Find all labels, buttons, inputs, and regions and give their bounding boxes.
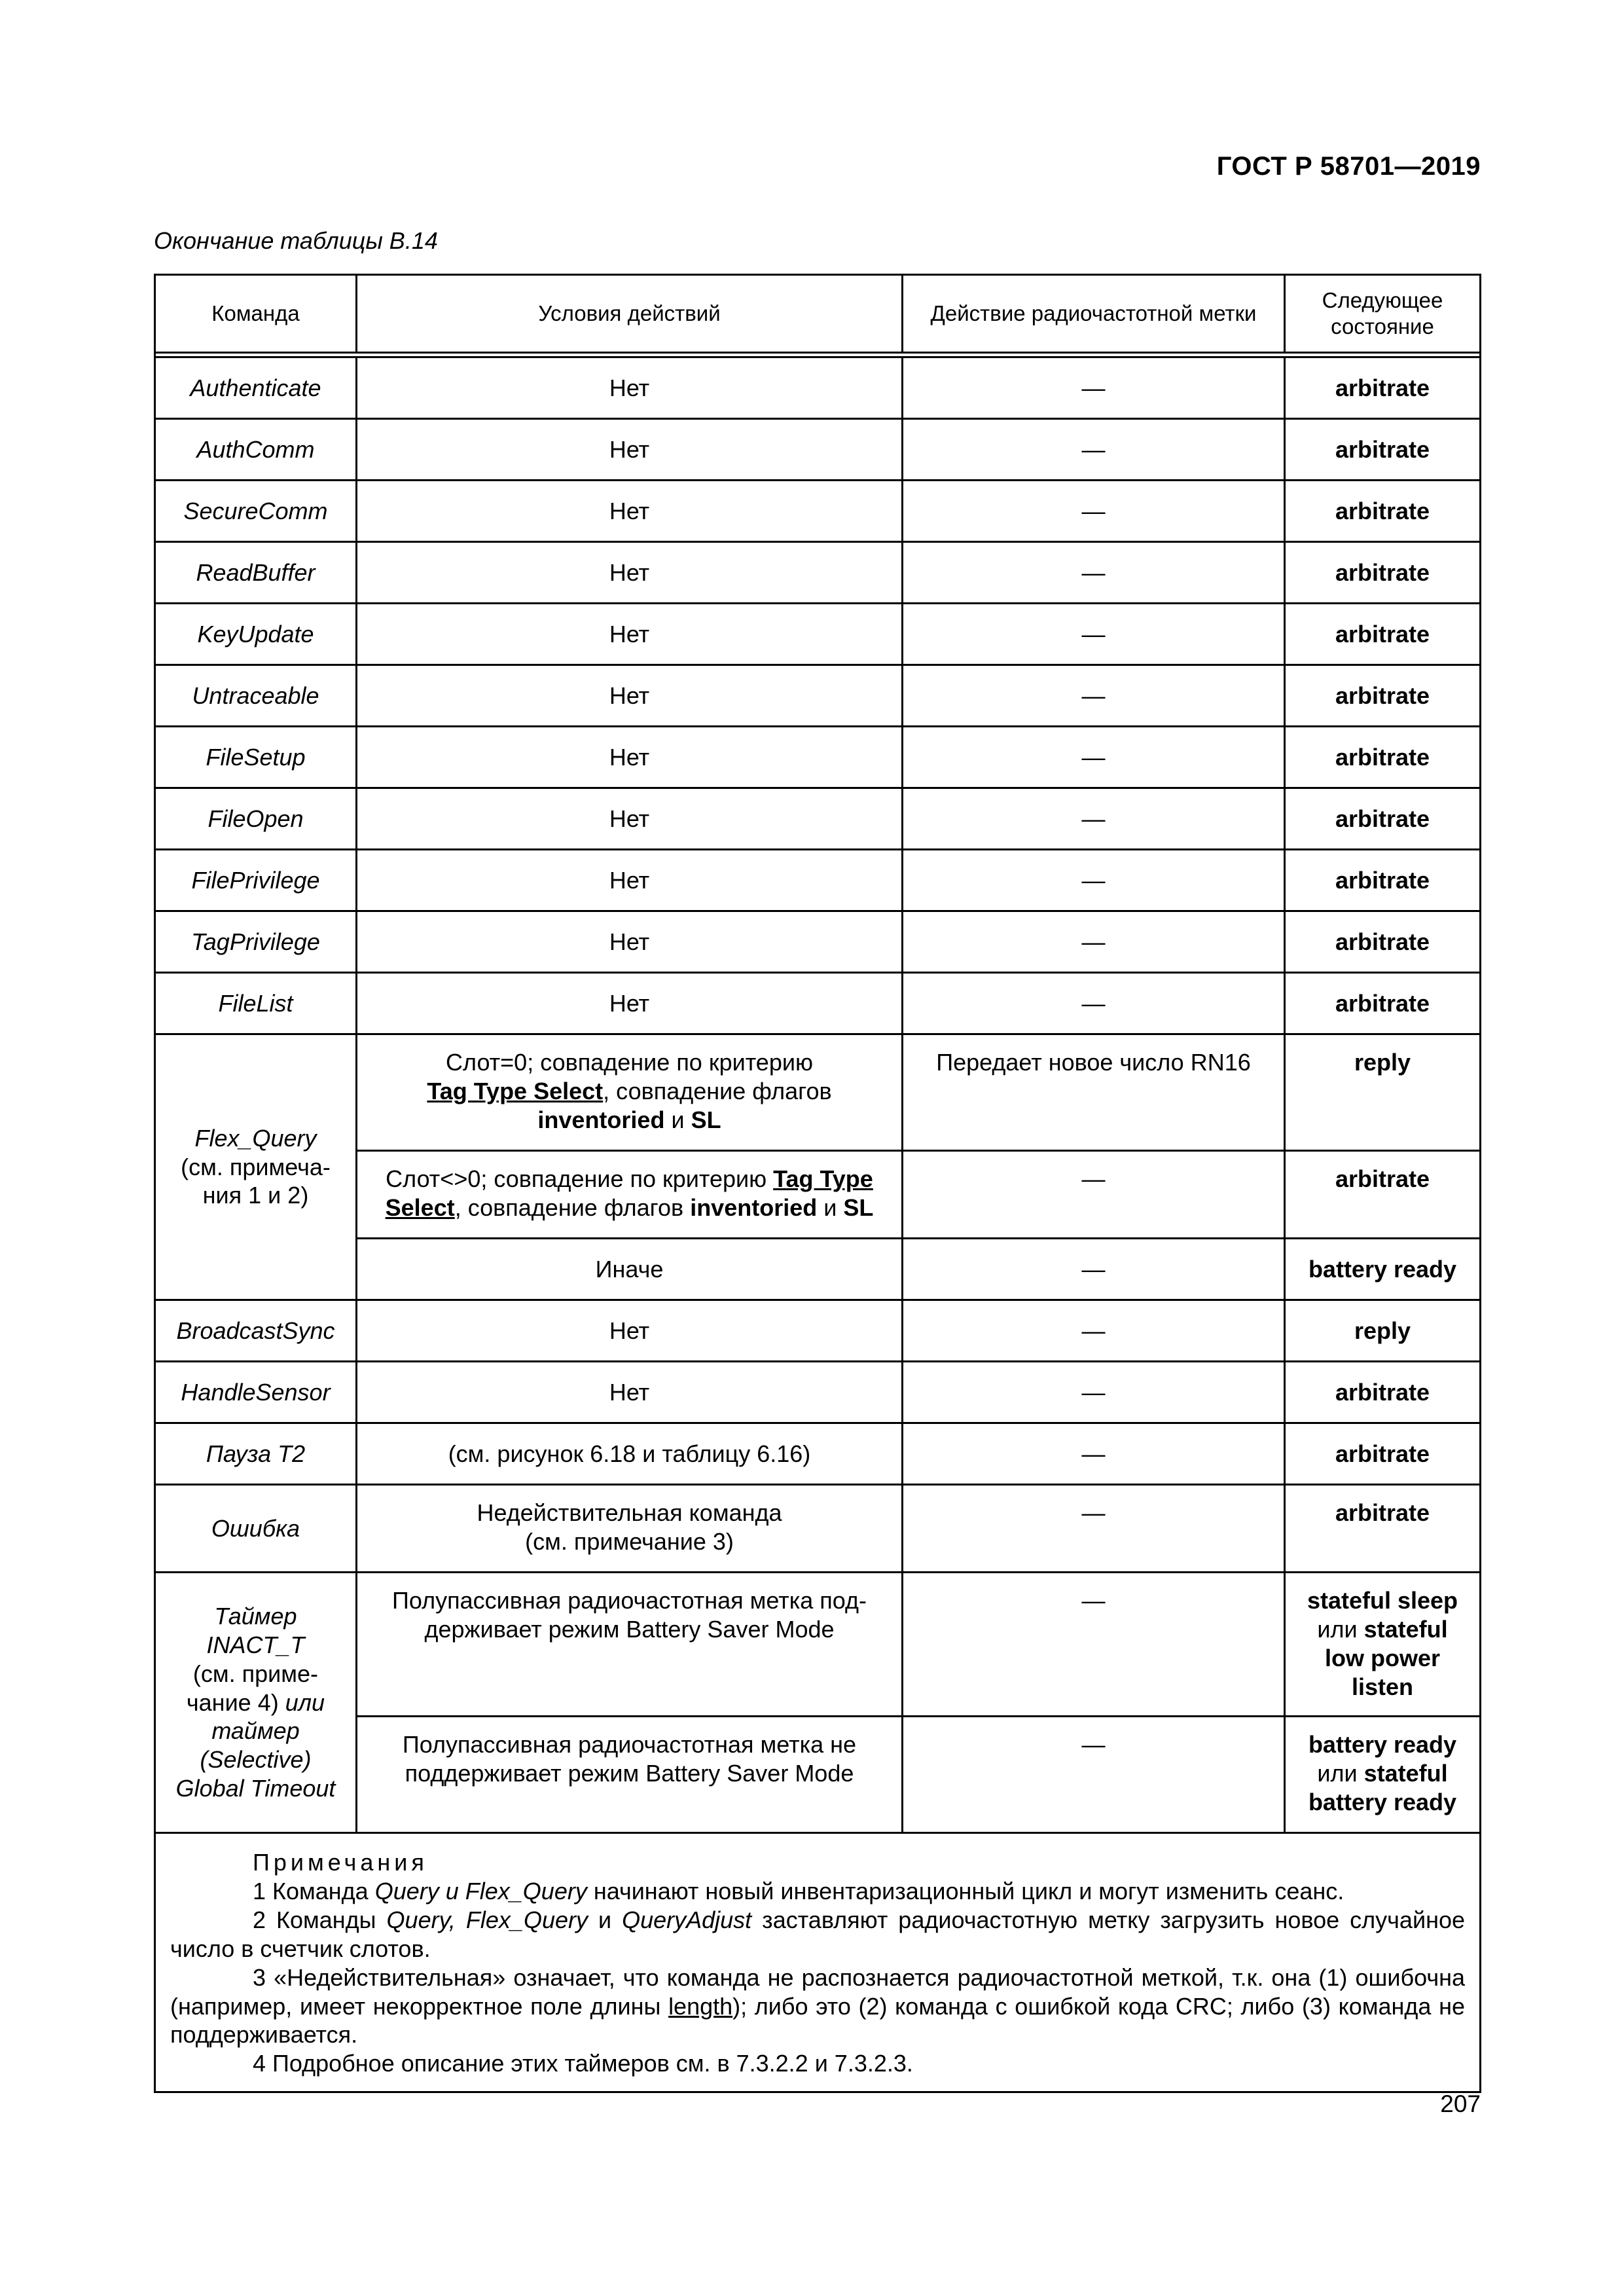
action-cell: — xyxy=(903,1717,1285,1833)
table-caption: Окончание таблицы B.14 xyxy=(154,227,438,254)
command-cell: BroadcastSync xyxy=(155,1300,357,1362)
next-state-cell: reply xyxy=(1285,1034,1481,1151)
table-row xyxy=(155,604,1481,665)
table-row xyxy=(155,973,1481,1034)
action-cell: — xyxy=(903,727,1285,788)
condition-cell: Слот=0; совпадение по критерию Tag Type Select, совпадение флагов inventoried и SL xyxy=(357,1034,903,1151)
next-state-cell: arbitrate xyxy=(1285,1485,1481,1573)
command-cell: Пауза T2 xyxy=(155,1423,357,1485)
next-state-cell: arbitrate xyxy=(1285,788,1481,850)
next-state-cell: battery ready или stateful battery ready xyxy=(1285,1717,1481,1833)
condition-cell: Нет xyxy=(357,911,903,973)
command-cell: FilePrivilege xyxy=(155,850,357,911)
action-cell: — xyxy=(903,1300,1285,1362)
table-row xyxy=(155,481,1481,542)
page-number: 207 xyxy=(1440,2090,1481,2117)
action-cell: — xyxy=(903,1485,1285,1573)
condition-cell: Нет xyxy=(357,1300,903,1362)
note-4: 4 Подробное описание этих таймеров см. в 7.3.2.2 и 7.3.2.3. xyxy=(253,2050,913,2077)
table-row xyxy=(155,727,1481,788)
action-cell: — xyxy=(903,1362,1285,1423)
table-row xyxy=(155,1362,1481,1423)
document-code: ГОСТ Р 58701—2019 xyxy=(1216,152,1481,181)
condition-cell: (см. рисунок 6.18 и таблицу 6.16) xyxy=(357,1423,903,1485)
action-cell: — xyxy=(903,1573,1285,1717)
command-cell: ReadBuffer xyxy=(155,542,357,604)
header-separator xyxy=(155,353,1481,357)
condition-cell: Иначе xyxy=(357,1239,903,1300)
action-cell: — xyxy=(903,542,1285,604)
state-transition-table xyxy=(154,274,1481,2093)
column-header-next-state: Следующее состояние xyxy=(1285,275,1481,353)
condition-cell: Нет xyxy=(357,542,903,604)
column-header-command: Команда xyxy=(155,275,357,353)
action-cell: — xyxy=(903,604,1285,665)
condition-cell: Нет xyxy=(357,357,903,419)
condition-cell: Нет xyxy=(357,419,903,481)
next-state-cell: arbitrate xyxy=(1285,357,1481,419)
table-row xyxy=(155,1485,1481,1573)
table-row xyxy=(155,911,1481,973)
table-row xyxy=(155,665,1481,727)
condition-cell: Нет xyxy=(357,665,903,727)
command-cell: KeyUpdate xyxy=(155,604,357,665)
condition-cell: Нет xyxy=(357,727,903,788)
next-state-cell: arbitrate xyxy=(1285,1151,1481,1239)
table-row xyxy=(155,542,1481,604)
table-row xyxy=(155,1423,1481,1485)
action-cell: Передает новое число RN16 xyxy=(903,1034,1285,1151)
action-cell: — xyxy=(903,850,1285,911)
table-row xyxy=(155,419,1481,481)
next-state-cell: arbitrate xyxy=(1285,419,1481,481)
next-state-cell: arbitrate xyxy=(1285,1423,1481,1485)
command-cell: HandleSensor xyxy=(155,1362,357,1423)
column-header-tag-action: Действие радиочастотной метки xyxy=(903,275,1285,353)
action-cell: — xyxy=(903,357,1285,419)
column-header-conditions: Условия действий xyxy=(357,275,903,353)
command-cell: SecureComm xyxy=(155,481,357,542)
condition-cell: Полупассивная радиочастотная метка под- держивает режим Battery Saver Mode xyxy=(357,1573,903,1717)
notes-heading: Примечания xyxy=(253,1849,428,1876)
command-cell: Untraceable xyxy=(155,665,357,727)
command-cell: TagPrivilege xyxy=(155,911,357,973)
condition-cell: Недействительная команда (см. примечание 3) xyxy=(357,1485,903,1573)
notes-row xyxy=(155,1833,1481,2092)
condition-cell: Нет xyxy=(357,1362,903,1423)
command-cell: Ошибка xyxy=(155,1485,357,1573)
command-cell: AuthComm xyxy=(155,419,357,481)
action-cell: — xyxy=(903,1151,1285,1239)
next-state-cell: arbitrate xyxy=(1285,665,1481,727)
notes-cell xyxy=(155,1833,1481,2092)
action-cell: — xyxy=(903,973,1285,1034)
next-state-cell: reply xyxy=(1285,1300,1481,1362)
action-cell: — xyxy=(903,911,1285,973)
table-row xyxy=(155,788,1481,850)
table-header-row xyxy=(155,275,1481,353)
note-2: 2 Команды Query, Flex_Query и QueryAdjust заставляют радиочастотную метку загрузить новое случайное число в счетчик слотов. xyxy=(170,1906,1465,1962)
next-state-cell: arbitrate xyxy=(1285,542,1481,604)
command-cell: Authenticate xyxy=(155,357,357,419)
table-row xyxy=(155,1300,1481,1362)
command-cell: FileSetup xyxy=(155,727,357,788)
next-state-cell: arbitrate xyxy=(1285,911,1481,973)
note-1: 1 Команда Query и Flex_Query начинают новый инвентаризационный цикл и могут изменить сеанс. xyxy=(253,1877,1344,1904)
command-cell: FileOpen xyxy=(155,788,357,850)
next-state-cell: arbitrate xyxy=(1285,973,1481,1034)
next-state-cell: battery ready xyxy=(1285,1239,1481,1300)
command-cell: Flex_Query (см. примеча- ния 1 и 2) xyxy=(155,1034,357,1300)
note-3: 3 «Недействительная» означает, что команда не распознается радиочастотной меткой, т.к. она (1) ошибочна (например, имеет некорректное поле длины length); либо это (2) команда с ошибкой кода CRC; либо (3) команда не поддерживается. xyxy=(170,1963,1465,2049)
condition-cell: Нет xyxy=(357,973,903,1034)
action-cell: — xyxy=(903,1239,1285,1300)
action-cell: — xyxy=(903,419,1285,481)
condition-cell: Нет xyxy=(357,788,903,850)
condition-cell: Слот<>0; совпадение по критерию Tag Type Select, совпадение флагов inventoried и SL xyxy=(357,1151,903,1239)
action-cell: — xyxy=(903,788,1285,850)
condition-cell: Полупассивная радиочастотная метка не поддерживает режим Battery Saver Mode xyxy=(357,1717,903,1833)
action-cell: — xyxy=(903,481,1285,542)
action-cell: — xyxy=(903,665,1285,727)
condition-cell: Нет xyxy=(357,604,903,665)
next-state-cell: stateful sleep или stateful low power listen xyxy=(1285,1573,1481,1717)
condition-cell: Нет xyxy=(357,850,903,911)
next-state-cell: arbitrate xyxy=(1285,1362,1481,1423)
table-row xyxy=(155,850,1481,911)
command-cell: Таймер INACT_T (см. приме- чание 4) или таймер (Selective) Global Timeout xyxy=(155,1573,357,1833)
command-cell: FileList xyxy=(155,973,357,1034)
action-cell: — xyxy=(903,1423,1285,1485)
next-state-cell: arbitrate xyxy=(1285,481,1481,542)
table-row xyxy=(155,1034,1481,1151)
table-row xyxy=(155,1573,1481,1717)
table-row xyxy=(155,357,1481,419)
next-state-cell: arbitrate xyxy=(1285,604,1481,665)
condition-cell: Нет xyxy=(357,481,903,542)
next-state-cell: arbitrate xyxy=(1285,850,1481,911)
next-state-cell: arbitrate xyxy=(1285,727,1481,788)
